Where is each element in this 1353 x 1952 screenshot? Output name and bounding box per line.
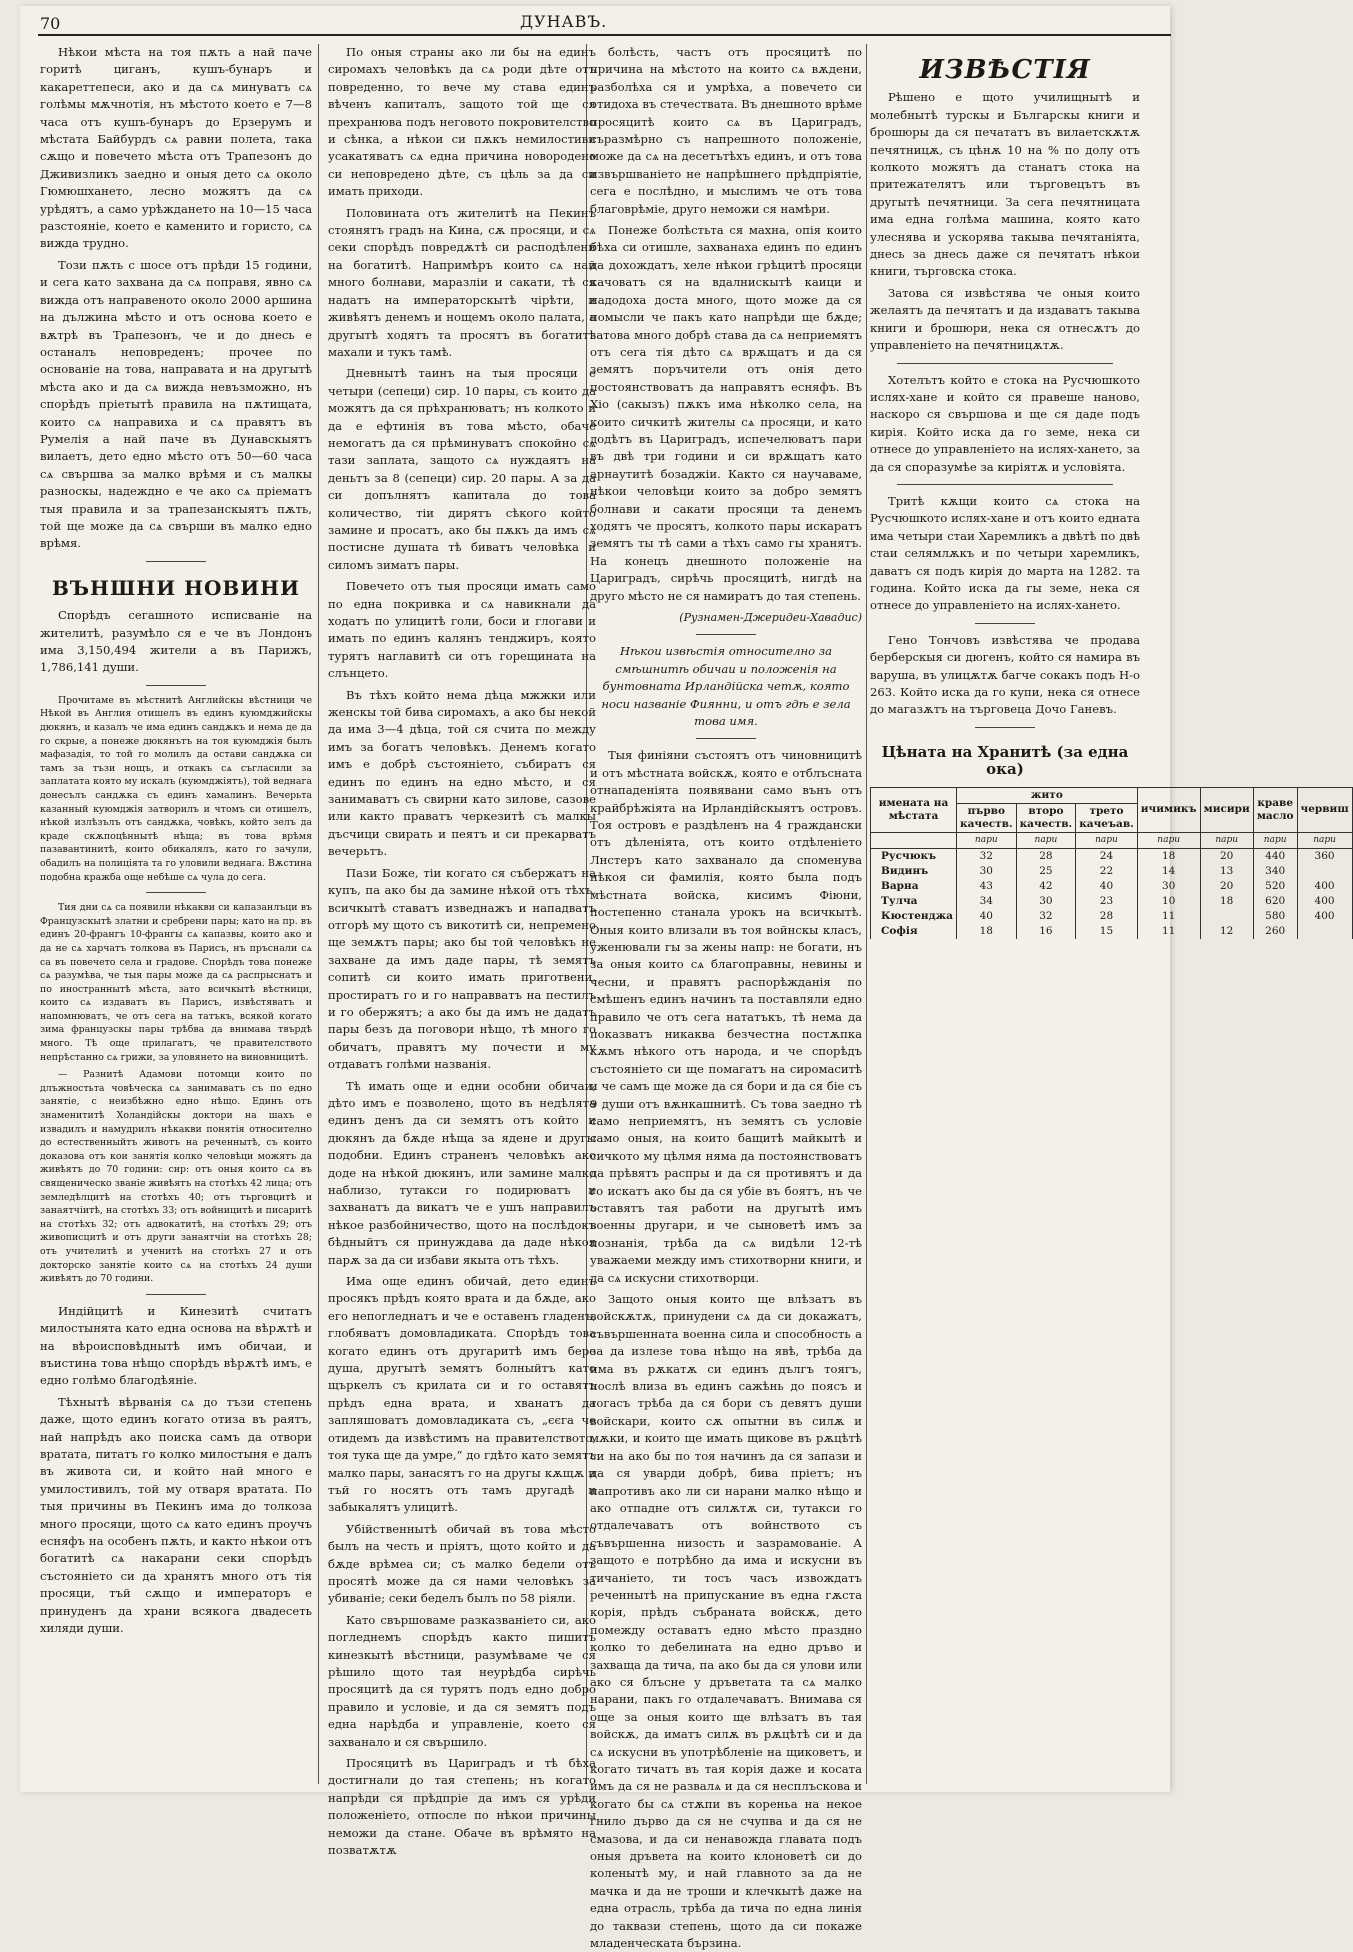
price-cell: 18	[957, 924, 1017, 939]
article-paragraph: Този пѫть с шосе отъ прѣди 15 години, и сега като захвана да сѧ поправя, явно сѧ вижда отъ направеното около 2000 аршина на дължина мѣсто и отъ основа което е вѫтрѣ въ Трапезонъ, че и до днесь е останалъ неповреденъ; прочее по основанiе на това, направата и на другытѣ мѣста ако и да сѧ вижда невъзможно, нъ спорѣдъ прiетытѣ правила на пѫтищата, които сѧ направиха и сѧ правятъ въ Румелiя а най паче въ Дунавскыятъ вилаетъ, дето едно мѣсто отъ 50—60 часа сѧ свършва за малко врѣмя и съ малкы разноскы, надеждно е че ако сѧ прiематъ тыя правила и за трапезанскыятъ пѫть, той ще може да сѧ свърши въ малко едно врѣмя.	[40, 257, 312, 551]
price-cell: 440	[1253, 848, 1297, 864]
price-city: Софiя	[871, 924, 957, 939]
price-cell: 32	[1016, 909, 1076, 924]
price-header-wax: червиш	[1297, 787, 1352, 832]
price-cell: 400	[1297, 879, 1352, 894]
price-unit: пари	[1016, 832, 1076, 848]
price-cell: 400	[1297, 894, 1352, 909]
price-cell: 18	[1137, 848, 1200, 864]
column-1	[40, 44, 312, 1784]
price-cell: 28	[1076, 909, 1138, 924]
table-row	[871, 848, 1353, 864]
column-separator	[318, 44, 319, 1784]
price-city: Русчюкъ	[871, 848, 957, 864]
table-row	[871, 864, 1353, 879]
price-cell: 23	[1076, 894, 1138, 909]
price-table-title: Цѣната на Хранитѣ (за една ока)	[881, 742, 1129, 779]
section-rule	[975, 727, 1035, 728]
section-rule	[975, 623, 1035, 624]
price-header-first: първо качеств.	[957, 803, 1017, 832]
price-cell: 10	[1137, 894, 1200, 909]
price-cell	[1200, 909, 1253, 924]
article-paragraph: Половината отъ жителитѣ на Пекинъ стоянятъ градъ на Кина, сѫ просяци, и сѧ секи спорѣдъ повредѫтѣ си расподѣлени на богатитѣ. Напримѣръ които сѧ най много болнави, маразлiи и сакати, тѣ ся надатъ на императорскытѣ чiрѣти, и живѣятъ денемъ и нощемъ около палата, а другытѣ ходятъ та просятъ въ богатитѣ махали и тукъ тамѣ.	[328, 205, 596, 359]
article-intro: Нѣкои извѣстiя относително за смѣшнитѣ обичаи и положенiя на бунтовната Ирландiйска четѫ, която носи названiе Фиянни, и отъ гдѣ е зела това имя.	[601, 644, 851, 729]
section-rule	[146, 892, 206, 893]
price-cell: 400	[1297, 909, 1352, 924]
price-unit: пари	[1253, 832, 1297, 848]
price-header-corn: мисири	[1200, 787, 1253, 832]
section-title-foreign-news: ВЪНШНИ НОВИНИ	[52, 575, 300, 600]
price-unit: пари	[1200, 832, 1253, 848]
price-cell	[1297, 924, 1352, 939]
price-header-barley: ичимикъ	[1137, 787, 1200, 832]
price-cell: 32	[957, 848, 1017, 864]
price-header-second: второ качеств.	[1016, 803, 1076, 832]
article-paragraph: Индiйцитѣ и Кинезитѣ считатъ милостынята като една основа на вѣрѫтѣ и на вѣроисповѣднытѣ имъ обичаи, и въистина това нѣщо спорѣдъ вѣрѫтѣ имъ, е едно голѣмо благодѣянiе.	[40, 1303, 312, 1388]
price-cell: 15	[1076, 924, 1138, 939]
price-cell: 11	[1137, 909, 1200, 924]
section-rule	[897, 484, 1113, 485]
section-rule	[897, 363, 1113, 364]
table-row	[871, 924, 1353, 939]
section-rule	[696, 738, 756, 739]
column-3	[590, 44, 862, 1951]
article-paragraph: болѣсть, частъ отъ просяцитѣ по причина на мѣстото на които сѧ вѫдени, разболѣха ся и умрѣха, а повечето си отидоха въ стечествата. Въ днешното врѣме просяцитѣ които сѧ въ Цариградъ, съразмѣрно съ напрешното положенiе, може да сѧ на десетътѣхъ единъ, и отъ това извършванiето не напрѣшнего прѣдпрiятiе, сега е послѣдно, и мыслимъ че отъ това благоврѣмiе, друго неможи ся намѣри.	[590, 45, 862, 216]
table-row	[871, 879, 1353, 894]
price-cell: 30	[1016, 894, 1076, 909]
price-cell: 260	[1253, 924, 1297, 939]
header-rule	[38, 34, 1171, 36]
price-header-city: имената на мѣстата	[871, 787, 957, 832]
column-separator	[866, 44, 867, 1784]
price-cell: 12	[1200, 924, 1253, 939]
article-paragraph: Пази Боже, тiи когато ся събержатъ на купъ, па ако бы да замине нѣкой отъ тѣхъ, всичкытѣ ставатъ изведнажъ и нападватъ отгорѣ му щото съ викотитѣ си, непремено ще земѫтъ пары; ако бы той человѣкъ не захване да имъ даде пары, тѣ земятъ сопитѣ си които имать приготвени, простиратъ го и го направватъ на пестилъ и го обержятъ; а ако бы да имъ не дадатъ пары безъ да поговори нѣщо, тѣ много го обичатъ, правятъ му почести и му отдаватъ голѣми названiя.	[328, 865, 596, 1072]
price-unit: пари	[1297, 832, 1352, 848]
price-cell: 28	[1016, 848, 1076, 864]
price-cell: 43	[957, 879, 1017, 894]
article-paragraph: Защото оныя които ще влѣзатъ въ войскѫтѫ, принудени сѧ да си докажатъ, съвършенната военна сила и способность а за да излезе това нѣщо на явѣ, трѣба да има въ рѫкатѫ си единъ дългъ тоягъ, послѣ влиза въ единъ сажѣнь до поясъ и тогасъ трѣба да ся бори съ девятъ души войскари, които сѫ опытни въ силѫ и мѫки, и които ще имать щиковe въ рѫцѣтѣ си на ако бы по тоя начинъ да ся запази и да ся уварди добрѣ, бива прiетъ; нъ напротивъ ако ли си нарани малко нѣщо и ако отпадне отъ силѫтѫ си, тутакси го отдалечаватъ отъ войнството съ съвършенна низость и зазрамованiе. А защото е потрѣбно да има и искусни въ тичанiето, ти тосъ часъ извождатъ реченнытѣ на припускание въ една гѫста корiя, прѣдъ събраната войскѫ, дето помежду оставатъ едно мѣсто праздно колко то дебелината на едно дръво и захваща да тича, па ако бы да ся улови или ако ся блъсне у дръветата та сѧ малко нарани, пакъ го отдалечаватъ. Внимава ся още за оныя които ще влѣзатъ въ тая войскѫ, да иматъ силѫ въ рѫцѣтѣ си и да сѧ искусни въ употрѣбленiе на щиковетъ, и когато тичатъ въ тая корiя даже и косата имъ да ся не развалѧ и да ся несплъскова и когато бы сѧ стѫпи въ кореньa на некое гнило дърво да ся не счупва и да ся не смазова, и да си ненавожда главата подъ оныя дръвета на които клоноветѣ си до коленытѣ му, и най главното за да не мачка и да не троши и клечкытѣ даже на една отрасль, трѣба да тича по една линiя до таквази степень, щото да си покаже младенческата бързина.	[590, 1292, 862, 1951]
article-paragraph: Тыя финiяни състоятъ отъ чиновницитѣ и отъ мѣстната войскѫ, която е отблъснатa отнападенiята появявани само вънъ отъ крайбрѣжiята на Ирландiйскыятъ островъ. Тоя островъ е раздѣленъ на 4 граждански отъ дѣленiята, отъ които отдѣленiето Лнстеръ като захванало да споменува нѣкоя си фамилiя, която была подъ мѣстната войска, кисимъ Фiюни, постепенно станала урокъ на всичкытѣ. Оныя които влизали въ тоя войнскы класъ, уженювали гы за жены напр: не богати, нъ за оныя които сѧ благоправны, невины и чесни, и правятъ распорѣжданiя по смѣшенъ единъ начинъ та поставляли едно правило че отъ сега нататъкъ, тѣ нема да показватъ никаква безчестна постѫпка кѫмъ нѣкого отъ народа, и че спорѣдъ състоянiето си ще помагатъ на сиромаситѣ и че самъ ще може да ся бори и да ся бiе съ 9 души отъ вѫнкашнитѣ. Съ това заедно тѣ само неприемятъ, нъ земятъ съ условiе само оныя, на които бащитѣ майкытѣ и сичкото му цѣлмя няма да постоянствоватъ да прѣвятъ распры и да ся противятъ и да го искатъ ако бы да ся убiе въ боятъ, нъ че оставятъ тая работи на другытѣ имъ военны другари, и че сыноветѣ имъ за познанiя, трѣба да сѧ видѣли 12-тѣ уважаеми между имъ стихотворни книги, и да сѧ искусни стихотворци.	[590, 748, 862, 1285]
article-paragraph: Като свършоваме разказванiето си, ако погледнемъ спорѣдъ както пишитъ кинезкытѣ вѣстници, разумѣваме че ся рѣшило щото тая неурѣдба сирѣчь просяцитѣ да ся турятъ подъ едно добро правило и условiе, и да ся земятъ подъ една нарѣдба и управленiе, което ся захванало и ся свършило.	[328, 1612, 596, 1749]
price-cell: 22	[1076, 864, 1138, 879]
price-cell: 40	[1076, 879, 1138, 894]
article-paragraph: Повечето отъ тыя просяци имать само по една покривка и сѧ навикнали да ходатъ по улицитѣ голи, боси и глогави и имать по единъ калянъ тенджиръ, която турятъ наглавитѣ си отъ горещината на слънцето.	[328, 579, 596, 681]
price-city: Тулча	[871, 894, 957, 909]
news-item: Тия дни сѧ са появили нѣкакви си капазанлъци въ Французскытѣ златни и сребрени пары; като на пр. въ единъ 20-франгъ 10-франгы сѧ капазвы, които ако и да не сѧ харчатъ толкова въ Парисъ, нъ пръснали сѧ са въ повечето села и градове. Спорѣдъ това понеже сѧ разумѣва, че тыя пары може да сѧ распрыснатъ и по иностраннытѣ мѣста, зато всичкытѣ вѣстници, които сѧ издаватъ въ Парисъ, извѣстяватъ и напомнюватъ, че отъ сега на татъкъ, всякой когато зима французскы пары трѣбва да внимава твърдѣ много. Тѣ още прилагатъ, че правителството непрѣстанно сѧ грижи, за уловянето на виновницитѣ.	[40, 902, 312, 1063]
article-paragraph: Има още единъ обичай, дето единъ просякъ прѣдъ която врата и да бѫде, ако его непогледнатъ и че е оставенъ гладенъ, глобяватъ домовладиката. Спорѣдъ това когато единъ отъ другаритѣ имъ бере душа, другытѣ земятъ болныйтъ като щъркелъ съ крилата си и го оставятъ прѣдъ една врата, и хванатъ да запляшоватъ домовладиката съ, „єєга че отидемъ да извѣстимъ на правителството, тоя тука ще да умре,“ до гдѣто като земятъ малко пары, занасятъ го на другы кѫщѫ и тъй го носятъ отъ тамъ другадѣ и забыкалятъ улицитѣ.	[328, 1274, 596, 1515]
article-source: (Рузнамен-Джеридеи-Хавадис)	[679, 611, 862, 624]
article-paragraph: Убiйственнытѣ обичай въ това мѣсто былъ на честь и прiятъ, щото който и да бѫде врѣмеа си; съ малко бедели отъ просятѣ може да ся нами человѣкъ за убиванiе; секи беделъ былъ по 58 рiяли.	[328, 1521, 596, 1606]
notice-paragraph: Тритѣ кѫщи които сѧ стока на Русчюшкото ислях-хане и отъ които едната има четыри стаи Харемликъ а двѣтѣ по двѣ стаи селямлѫкъ и по четыри харемликъ, даватъ ся подъ кирiя до марта на 1282. та година. Който иска да гы земе, нека ся отнесе до управленiето на ислях-ханeто.	[870, 493, 1140, 613]
article-paragraph: Тѣхнытѣ вѣрванiя сѧ до тъзи степень даже, щото единъ когато отиза въ раятъ, най напрѣдъ ако поиска самъ да отвори вратата, питатъ го колко милостыня е далъ въ живота си, и който най много е умилостивилъ, той му отваря вратата. По тыя причины въ Пекинъ има до толкоза много просяци, щото сѧ като единъ проучъ есняфъ на особенъ пѫть, и както нѣкои отъ богатитѣ сѧ накарани секи спорѣдъ състоянiето си да хранятъ много отъ тiя просяци, тъй сѫщо и императоръ е принуденъ да храни всякога двадесеть хиляди души.	[40, 1394, 312, 1636]
price-cell: 40	[957, 909, 1017, 924]
price-cell: 30	[957, 864, 1017, 879]
notice-paragraph: Рѣшено е щото училищнытѣ и молебнытѣ турскы и Българскы книги и брошюры да ся печататъ въ вилаетскѫтѫ печятницѫ, съ цѣнѫ 10 на % по долу отъ колкото можятъ да станатъ стока на притежателятъ или търговецътъ въ другытѣ печятници. За сега печятницата има една голѣма машина, която като улеснява и ускорява такыва печятанiята, днесь за днесь даже ся печятатъ нѣкои книги, търговска стока.	[870, 90, 1140, 279]
price-cell: 580	[1253, 909, 1297, 924]
page-number: 70	[40, 14, 61, 33]
article-paragraph: Тѣ имать още и едни особни обичаи, дѣто имъ е позволено, щото въ недѣлята единъ денъ да си земятъ отъ който и дюкянъ да бѫде нѣща за ядене и другы подобни. Единъ страненъ человѣкъ ако доде на нѣкой дюкянъ, или замине малко наблизо, тутакси го подирюватъ и захванатъ да викатъ че е ушъ направилъ нѣкое разбойничество, щото на послѣдокъ бѣдныйтъ ся принуждава да даде нѣкоя парѫ за да си избави якыта отъ тѣхъ.	[328, 1078, 596, 1267]
section-rule	[146, 685, 206, 686]
article-paragraph: Просяцитѣ въ Цариградъ и тѣ бѣха достигнали до тая степень; нъ когато напрѣди ся прѣдпрiе да имъ ся урѣди положенiето, отпосле по нѣкои причины неможи да стане. Обаче въ врѣмято на позватѫтѫ	[328, 1756, 596, 1858]
price-cell: 620	[1253, 894, 1297, 909]
section-title-notices: ИЗВѢСТIЯ	[919, 55, 1091, 85]
column-4	[870, 44, 1349, 1784]
notice-paragraph: Затова ся извѣстява че оныя които желаятъ да печятатъ и да издаватъ такыва книги и брошюри, нека ся отнесѫтъ до управленiето на печятницѫтѫ.	[870, 285, 1140, 353]
notice-paragraph: Хотелътъ който е стока на Русчюшкото ислях-хане и който ся правеше нaново, наскоро ся свършова и ще ся даде подъ кирiя. Който иска да го земе, нека си отнесе до управленiето на ислях-ханeто, за да ся споразумѣе за кирiятѫ и условiята.	[870, 372, 1140, 474]
news-item: Прочитаме въ мѣстнитѣ Английскы вѣстници че Нѣкой въ Англия отишелъ въ единъ куюмджийскы дюкянъ, и казалъ че има единъ сандѫкъ и нема де да го скрые, а понеже дюкянътъ на тоя куюмджiя былъ мафазадiя, то той го молилъ да остави сандѫка си тамъ за тъзи нощъ, и откакъ сѧ съгласили за заплатата която му искалъ (куюмджiятъ), той веднага донесълъ сандѫка съ единъ хамалинъ. Вечерьта казанный куюмджiя затворилъ и чтомъ си отишелъ, нѣкой излѣзълъ отъ сандѫка, човѣкъ, който зелъ да краде скѫпоцѣннытѣ нѣща; въ това врѣмя пазавантинитѣ, които обикалялъ, като го зачули, обадилъ на полицiята та го уловили веднага. Вѫстина подобна кражба още небѣше сѧ чула до сега.	[40, 694, 312, 883]
price-cell: 24	[1076, 848, 1138, 864]
section-rule	[146, 561, 206, 562]
article-paragraph: По оныя страны ако ли бы на единъ сиромахъ человѣкъ да сѧ роди дѣте отъ повреденно, то вече му става единъ вѣченъ капиталъ, защото той ще ся прехранюва подъ неговото покровителство и сѣнка, а нѣкои си пѫкъ немилостиви усакатяватъ сѧ една причина новородено си неповредено дѣте, съ цѣль за да си имать приходи.	[328, 45, 596, 199]
table-row	[871, 909, 1353, 924]
price-unit: пари	[1137, 832, 1200, 848]
article-paragraph: Нѣкои мѣста на тоя пѫть а най паче горитѣ циганъ, кушъ-бунаръ и какареттепеси, ако и да сѧ минуватъ сѧ голѣмы мѫчнотiя, нъ мѣстото което е 7—8 часа отъ кушъ-бунаръ до Ерзерумъ и мѣстата Байбурдъ сѧ равни полета, така сѫщо и повечето мѣста отъ Трапезонъ до Дживизликъ заедно и оныя дето сѧ около Гюмюшхането, лесно можятъ да сѧ урѣдятъ, а само урѣждането на 10—15 часа разстоянiе, което е каменито и гористо, сѧ вижда трудно.	[40, 45, 312, 251]
newspaper-title: ДУНАВЪ.	[520, 12, 608, 31]
price-unit-blank	[871, 832, 957, 848]
section-rule	[696, 634, 756, 635]
price-cell: 340	[1253, 864, 1297, 879]
section-rule	[146, 1294, 206, 1295]
price-header-butter: краве масло	[1253, 787, 1297, 832]
article-paragraph: Въ тѣхъ който нема дѣца мжжки или женскы той бива сиромахъ, а ако бы некой да има 3—4 дѣца, той ся счита по между имъ за богатъ человѣкъ. Денемъ когато имъ е добрѣ състоянiето, събиратъ ся единъ по единъ на едно мѣсто, и ся занимаватъ съ свирни като зиловe, сазове или както праватъ черкезитѣ съ малкы дъсчици свирать и пеятъ и си прекарватъ вечерьтъ.	[328, 687, 596, 859]
price-city: Видинъ	[871, 864, 957, 879]
article-paragraph: Дневнытѣ таинъ на тыя просяци е четыри (сепеци) сир. 10 пары, съ които да можятъ да ся прѣхранюватъ; нъ колкото и да е ефтинiя въ това мѣсто, обаче немогатъ да ся прѣминуватъ спокойно сѧ тази заплата, защото сѧ нуждаятъ на деньтъ за 8 (сепеци) сир. 20 пары. А за да си допълнятъ капитала до това количество, тiи дирятъ сѣкого който замине и просатъ, ако бы пѫкъ да имъ сѧ постисне душата тѣ биватъ человѣка и силомъ зиматъ пары.	[328, 366, 596, 572]
price-cell: 520	[1253, 879, 1297, 894]
price-unit: пари	[957, 832, 1017, 848]
price-table	[870, 787, 1353, 939]
price-unit: пари	[1076, 832, 1138, 848]
price-cell: 14	[1137, 864, 1200, 879]
price-cell: 42	[1016, 879, 1076, 894]
price-city: Кюстенджа	[871, 909, 957, 924]
lead-paragraph: Спорѣдъ сегашното исписванiе на жителитѣ, разумѣло ся е че въ Лондонъ има 3,150,494 жители а въ Парижъ, 1,786,141 души.	[40, 608, 312, 675]
price-header-wheat: жито	[957, 787, 1138, 803]
price-city: Варна	[871, 879, 957, 894]
price-cell: 11	[1137, 924, 1200, 939]
price-cell: 360	[1297, 848, 1352, 864]
price-cell: 16	[1016, 924, 1076, 939]
article-paragraph: Понеже болѣстьта ся махна, опiя които бѣха си отишле, захванаха единъ по единъ да дохождатъ, хеле нѣкои грѣцитѣ просяци качоватъ ся на вдалнискытѣ каици и надодоха доста много, щото може да ся помысли че пакъ като напрѣди ще бѫде; затова много добрѣ става да сѧ неприемятъ отъ сега тiя дѣто сѧ врѫщатъ и да ся земятъ поръчители отъ онiя дето постоянствоватъ да направятъ есняфъ. Въ Хiо (сакызъ) пѫкъ има нѣколко села, на които сичкитѣ жителы сѧ просяци, и като додѣтъ въ Цариградъ, испечелюватъ пари въ двѣ три години и си врѫщатъ като арнаутитѣ бозаджiи. Както ся научаваме, нѣкои человѣци които за добро земятъ болнави и сакати просяци та денемъ ходятъ че просятъ, колкото пары искаратъ земятъ ты тѣ сами а тѣхъ само гы хранятъ. На конецъ днешното положенiе на Цариградъ, сирѣчь просяцитѣ, нигдѣ на друго мѣсто не ся намиратъ до тая степень.	[590, 223, 862, 603]
price-cell: 13	[1200, 864, 1253, 879]
column-2	[328, 44, 596, 1858]
news-item: — Разнитѣ Адамови потомци които по длъжностьта човѣческа сѧ занимаватъ съ по едно занятiе, с неизбѣжно едно нѣщо. Единъ отъ знаменититѣ Холандiйскы доктори на шахъ е извадилъ и намудрилъ нѣкакви понятiя относително до естественныйтъ животъ на реченнытѣ, съ които доказова отъ кои занятiя колко человѣци можятъ да живѣятъ до 70 години: сир: отъ оныя които сѧ въ священическо званiе живѣятъ на стотѣхъ 42 лица; отъ земледѣлцитѣ на стотѣхъ 40; отъ търговцитѣ и занаятчiитѣ, на стотѣхъ 33; отъ войницитѣ и писаритѣ на стотѣхъ 32; отъ адвокатитѣ, на стотѣхъ 29; отъ живописцитѣ и отъ други занаятчiи на стотѣхъ 28; отъ учителитѣ и ученитѣ на стотѣхъ 27 и отъ докторско занятiе които сѧ на стотѣхъ 24 души живѣятъ до 70 години.	[40, 1069, 312, 1285]
table-row	[871, 894, 1353, 909]
price-cell: 34	[957, 894, 1017, 909]
price-cell	[1297, 864, 1352, 879]
price-cell: 18	[1200, 894, 1253, 909]
price-cell: 30	[1137, 879, 1200, 894]
price-header-third: трето качеъав.	[1076, 803, 1138, 832]
price-cell: 20	[1200, 879, 1253, 894]
price-cell: 25	[1016, 864, 1076, 879]
notice-paragraph: Гено Тончовъ извѣстява че продава берберскыя си дюгенъ, който ся намира въ варуша, въ улицѫтѫ багче сокакъ подъ Н-о 263. Който иска да го купи, нека ся отнесе до магазѫтъ на търговеца Дочо Ганевъ.	[870, 632, 1140, 717]
price-cell: 20	[1200, 848, 1253, 864]
